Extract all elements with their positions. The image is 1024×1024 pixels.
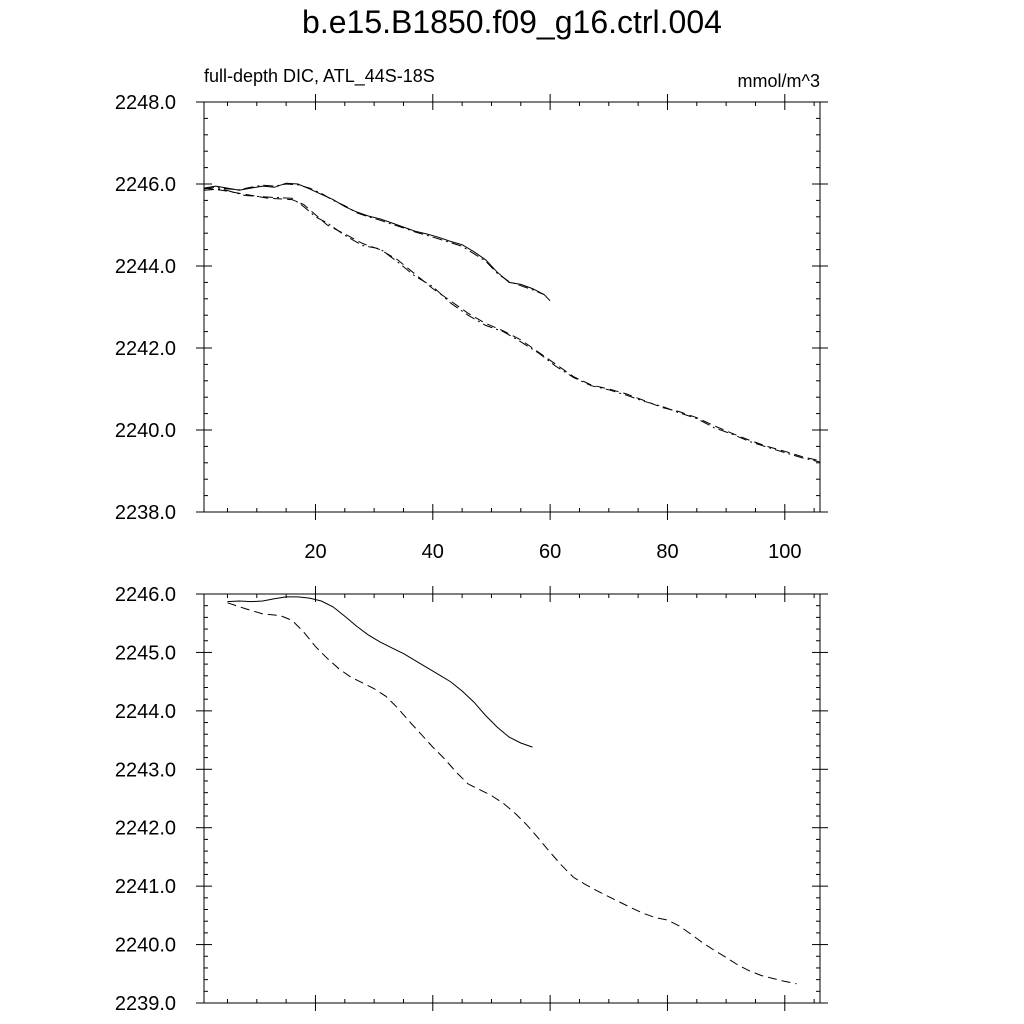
figure-title: b.e15.B1850.f09_g16.ctrl.004 bbox=[302, 4, 722, 40]
top-panel-units-label: mmol/m^3 bbox=[737, 71, 820, 91]
x-tick-label: 20 bbox=[304, 541, 327, 563]
series-line-solid-1 bbox=[204, 183, 550, 301]
y-tick-label: 2243.0 bbox=[114, 759, 176, 782]
y-tick-label: 2241.0 bbox=[114, 876, 176, 899]
y-tick-label: 2246.0 bbox=[114, 584, 176, 606]
series-line-solid-1 bbox=[228, 597, 533, 747]
x-tick-label: 100 bbox=[768, 541, 802, 563]
series-line-dash-dot-2 bbox=[204, 184, 544, 295]
x-tick-label: 80 bbox=[656, 541, 679, 563]
y-tick-label: 2244.0 bbox=[114, 256, 176, 278]
y-tick-label: 2240.0 bbox=[114, 934, 176, 957]
plot-frame bbox=[204, 594, 820, 1003]
x-tick-label: 40 bbox=[421, 541, 444, 563]
bottom-panel bbox=[115, 584, 828, 1015]
series-line-dash-3 bbox=[204, 188, 820, 461]
y-tick-label: 2248.0 bbox=[114, 92, 176, 114]
y-tick-label: 2240.0 bbox=[114, 420, 176, 442]
y-tick-label: 2238.0 bbox=[114, 502, 176, 524]
y-tick-label: 2245.0 bbox=[114, 642, 176, 665]
plot-frame bbox=[204, 102, 820, 512]
y-tick-label: 2244.0 bbox=[114, 700, 176, 723]
y-tick-label: 2242.0 bbox=[114, 817, 176, 840]
y-tick-label: 2242.0 bbox=[114, 338, 176, 360]
y-tick-label: 2239.0 bbox=[114, 993, 176, 1015]
y-tick-label: 2246.0 bbox=[114, 174, 176, 196]
top-panel bbox=[115, 66, 828, 563]
top-panel-left-label: full-depth DIC, ATL_44S-18S bbox=[204, 66, 435, 86]
series-line-dash-dot-4 bbox=[204, 189, 820, 462]
series-line-dash-2 bbox=[228, 603, 797, 984]
x-tick-label: 60 bbox=[539, 541, 562, 563]
